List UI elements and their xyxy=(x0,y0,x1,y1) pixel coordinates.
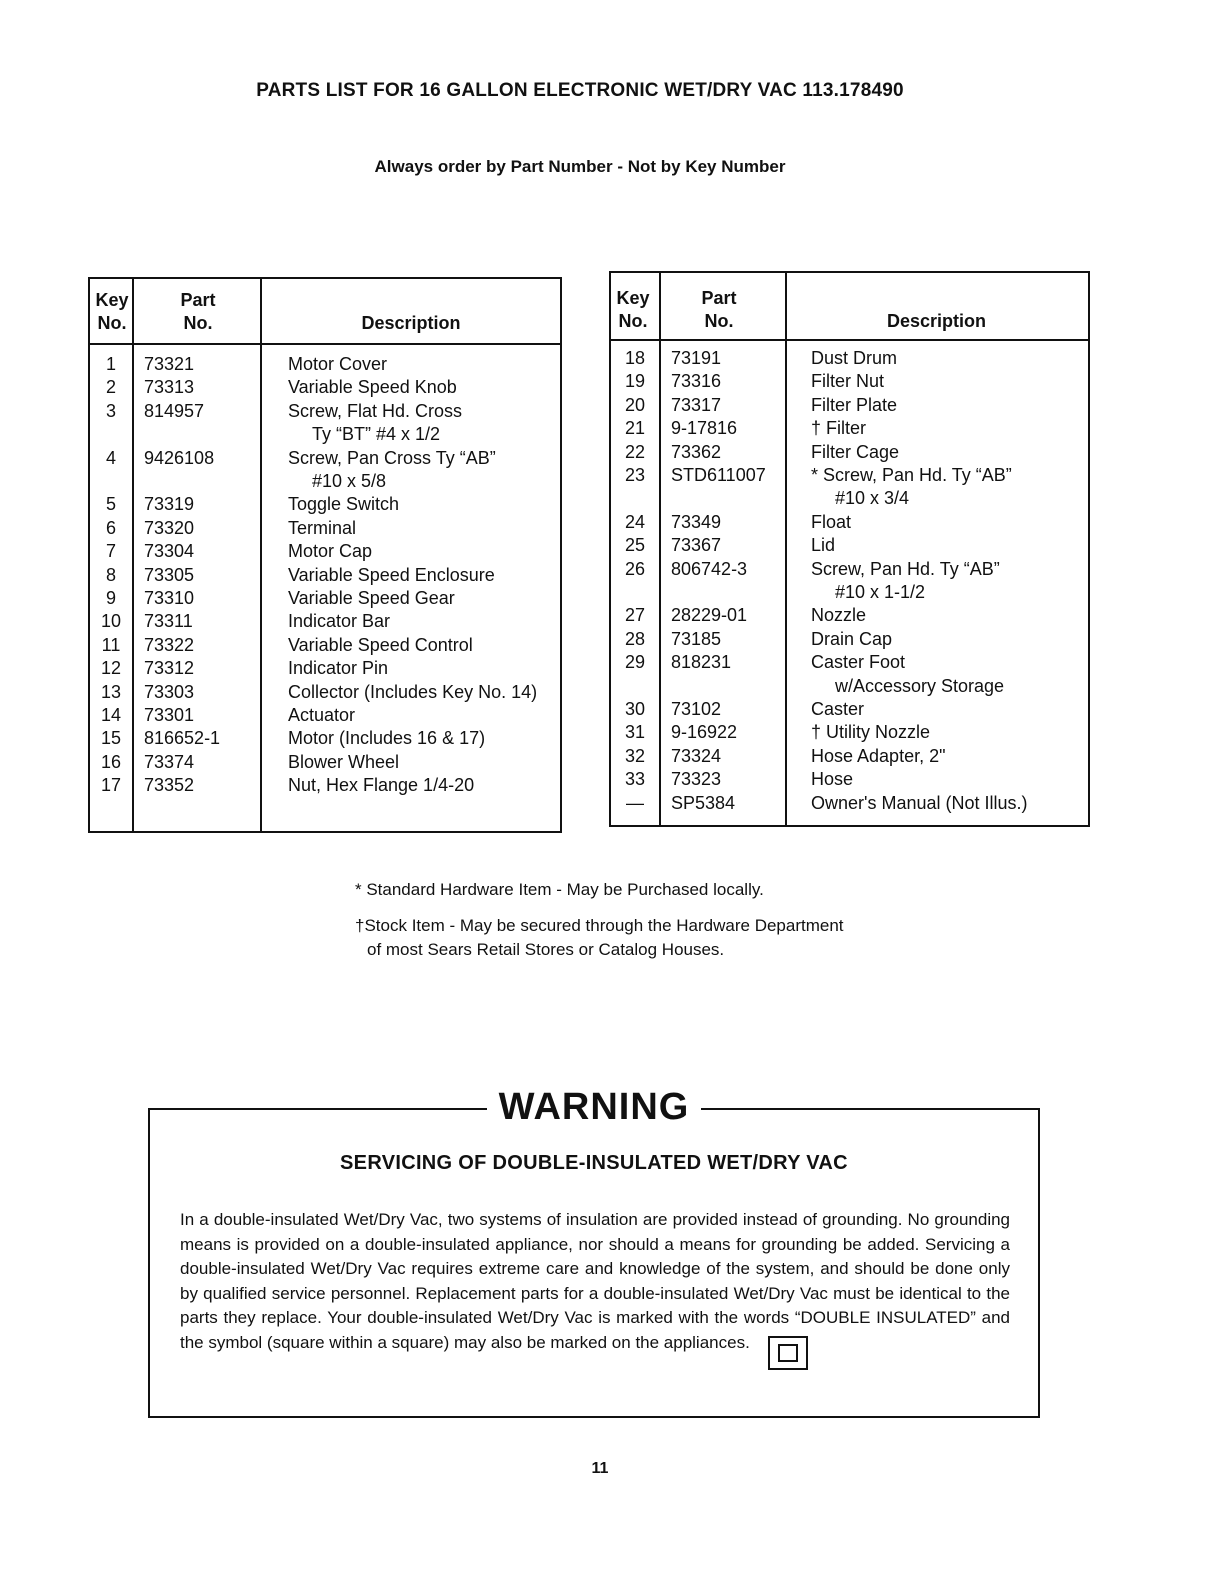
table-row xyxy=(90,657,560,680)
description: Terminal xyxy=(288,517,357,538)
description: Indicator Bar xyxy=(288,611,391,632)
key-no: 28 xyxy=(624,628,646,649)
description: † Utility Nozzle xyxy=(811,722,931,743)
table-row xyxy=(611,628,1088,651)
key-no: 24 xyxy=(624,511,646,532)
description: Hose Adapter, 2" xyxy=(811,745,946,766)
header-part xyxy=(134,289,262,335)
part-no: 73324 xyxy=(671,745,722,766)
description: † Filter xyxy=(811,418,867,439)
stock-item-note: †Stock Item - May be secured through the Hardware Department of most Sears Retail Stores or Catalog Houses. xyxy=(355,916,844,959)
part-no: 9-17816 xyxy=(671,418,738,439)
key-no: 22 xyxy=(624,441,646,462)
part-no: 9426108 xyxy=(144,447,215,468)
part-no: 73374 xyxy=(144,751,195,772)
table-row xyxy=(611,394,1088,417)
table-row xyxy=(611,675,1088,698)
key-no: 18 xyxy=(624,348,646,368)
parts-table-right xyxy=(609,271,1090,827)
description: #10 x 3/4 xyxy=(835,488,910,509)
part-no: STD611007 xyxy=(671,465,766,485)
description: Screw, Flat Hd. Cross xyxy=(288,400,463,421)
table-header xyxy=(611,273,1088,341)
description: Filter Nut xyxy=(811,371,885,392)
key-no: 25 xyxy=(624,535,646,556)
key-no: 9 xyxy=(105,588,116,608)
part-no: 73323 xyxy=(671,769,722,790)
table-row xyxy=(611,581,1088,604)
table-row xyxy=(90,704,560,727)
header-key-line1: Key xyxy=(616,288,650,308)
header-description: Description xyxy=(886,311,987,331)
key-no: — xyxy=(626,792,644,813)
description: Nozzle xyxy=(811,605,867,626)
key-no: 11 xyxy=(101,634,121,655)
part-no: 73319 xyxy=(144,494,195,515)
part-no: 73301 xyxy=(144,705,195,725)
table-row xyxy=(611,651,1088,674)
key-no: 12 xyxy=(100,658,122,679)
part-no: SP5384 xyxy=(671,792,736,813)
table-row xyxy=(90,681,560,704)
part-no: 9-16922 xyxy=(671,722,738,743)
key-no: 19 xyxy=(624,371,646,392)
table-header xyxy=(90,279,560,345)
key-no: 26 xyxy=(624,558,646,579)
key-no: 8 xyxy=(105,564,116,585)
table-row xyxy=(611,370,1088,393)
header-key-line1: Key xyxy=(95,290,129,310)
table-row xyxy=(611,698,1088,721)
part-no: 73311 xyxy=(144,611,193,632)
description: #10 x 1-1/2 xyxy=(835,582,926,602)
header-part xyxy=(655,287,783,333)
warning-heading: WARNING xyxy=(487,1086,702,1128)
part-no: 814957 xyxy=(144,400,205,421)
double-insulated-symbol-icon xyxy=(768,1336,808,1370)
table-row xyxy=(90,774,560,797)
header-key-line2: No. xyxy=(97,313,127,333)
table-row xyxy=(90,540,560,563)
key-no: 29 xyxy=(624,652,646,673)
header-part-line1: Part xyxy=(701,288,737,308)
part-no: 73352 xyxy=(144,775,195,796)
description: Motor Cover xyxy=(288,354,388,374)
part-no: 816652-1 xyxy=(144,728,221,749)
key-no: 1 xyxy=(105,354,116,374)
part-no: 818231 xyxy=(671,652,732,673)
key-no: 15 xyxy=(100,728,122,749)
header-description: Description xyxy=(361,313,461,333)
key-no: 5 xyxy=(105,494,116,515)
table-row xyxy=(611,721,1088,744)
table-row xyxy=(611,792,1088,815)
key-no: 23 xyxy=(624,465,646,485)
key-no: 20 xyxy=(624,394,646,415)
table-row xyxy=(611,745,1088,768)
table-row xyxy=(611,417,1088,440)
description: Caster xyxy=(811,699,865,719)
table-row xyxy=(611,768,1088,791)
header-part-line1: Part xyxy=(180,290,216,310)
part-no: 73321 xyxy=(144,354,195,374)
part-no: 73316 xyxy=(671,371,722,392)
table-row xyxy=(90,751,560,774)
page-subtitle: Always order by Part Number - Not by Key Number xyxy=(374,157,786,176)
description: Hose xyxy=(811,769,854,790)
header-key-line2: No. xyxy=(618,311,648,331)
part-no: 73349 xyxy=(671,511,722,532)
table-row xyxy=(611,558,1088,581)
table-row xyxy=(611,347,1088,370)
description: Toggle Switch xyxy=(288,494,400,515)
description: Ty “BT” #4 x 1/2 xyxy=(312,424,441,445)
description: Nut, Hex Flange 1/4-20 xyxy=(288,775,475,796)
part-no: 73303 xyxy=(144,681,195,702)
part-no: 73191 xyxy=(671,348,722,368)
table-row xyxy=(90,470,560,493)
description: Filter Plate xyxy=(811,394,898,415)
table-row xyxy=(90,727,560,750)
description: Motor (Includes 16 & 17) xyxy=(288,728,486,749)
standard-hardware-note: * Standard Hardware Item - May be Purchased locally. xyxy=(355,880,764,899)
part-no: 28229-01 xyxy=(671,605,748,626)
description: Variable Speed Enclosure xyxy=(288,564,495,585)
table-row xyxy=(611,604,1088,627)
warning-subtitle: SERVICING OF DOUBLE-INSULATED WET/DRY VAC xyxy=(340,1152,848,1174)
description: Filter Cage xyxy=(811,441,900,462)
page-title: PARTS LIST FOR 16 GALLON ELECTRONIC WET/DRY VAC 113.178490 xyxy=(256,80,904,101)
description: Float xyxy=(811,511,852,532)
key-no: 3 xyxy=(105,400,116,421)
description: #10 x 5/8 xyxy=(312,471,387,491)
table-row xyxy=(611,511,1088,534)
part-no: 73312 xyxy=(144,658,195,679)
table-row xyxy=(90,423,560,446)
key-no: 31 xyxy=(624,722,646,743)
table-row xyxy=(611,464,1088,487)
part-no: 73102 xyxy=(671,699,722,719)
table-row xyxy=(90,610,560,633)
table-row xyxy=(90,517,560,540)
table-row xyxy=(611,441,1088,464)
part-no: 73362 xyxy=(671,441,722,462)
warning-label xyxy=(150,1086,1038,1129)
header-part-line2: No. xyxy=(183,313,213,333)
part-no: 73320 xyxy=(144,517,195,538)
description: Blower Wheel xyxy=(288,751,400,772)
parts-table-left xyxy=(88,277,562,833)
key-no: 14 xyxy=(100,705,122,725)
part-no: 73317 xyxy=(671,394,722,415)
key-no: 7 xyxy=(105,541,116,562)
part-no: 806742-3 xyxy=(671,558,748,579)
table-row xyxy=(90,376,560,399)
table-row xyxy=(611,534,1088,557)
key-no: 13 xyxy=(100,681,122,702)
description: Screw, Pan Cross Ty “AB” xyxy=(288,447,496,468)
part-no: 73305 xyxy=(144,564,195,585)
table-row xyxy=(90,634,560,657)
key-no: 33 xyxy=(624,769,646,790)
description: Drain Cap xyxy=(811,628,893,649)
description: Variable Speed Control xyxy=(288,634,473,655)
table-row xyxy=(90,564,560,587)
description: Caster Foot xyxy=(811,652,906,673)
warning-body-text: In a double-insulated Wet/Dry Vac, two systems of insulation are provided instead of grounding. No grounding means is provided on a double-insulated appliance, nor should a means for grounding be added. Servicing a double-insulated Wet/Dry Vac requires extreme care and knowledge of the system, and should be done only by qualified service personnel. Replacement parts for a double-insulated Wet/Dry Vac must be identical to the parts they replace. Your double-insulated Wet/Dry Vac is marked with the words “DOUBLE INSULATED” and the symbol (square within a square) may also be marked on the appliances. xyxy=(180,1210,1010,1352)
page-number: 11 xyxy=(591,1460,609,1477)
table-row xyxy=(90,400,560,423)
key-no: 16 xyxy=(100,751,122,772)
key-no: 6 xyxy=(105,517,116,538)
description: Dust Drum xyxy=(811,348,898,368)
part-no: 73310 xyxy=(144,588,195,608)
part-no: 73304 xyxy=(144,541,195,562)
part-no: 73367 xyxy=(671,535,722,556)
key-no: 2 xyxy=(105,377,116,398)
table-row xyxy=(90,353,560,376)
part-no: 73313 xyxy=(144,377,195,398)
description: Owner's Manual (Not Illus.) xyxy=(811,792,1028,813)
table-row xyxy=(611,487,1088,510)
description: Motor Cap xyxy=(288,541,373,562)
description: w/Accessory Storage xyxy=(835,675,1005,696)
description: Variable Speed Gear xyxy=(288,588,455,608)
description: Lid xyxy=(811,535,836,556)
key-no: 21 xyxy=(624,418,646,439)
description: Collector (Includes Key No. 14) xyxy=(288,681,538,702)
description: * Screw, Pan Hd. Ty “AB” xyxy=(811,465,1012,485)
header-key xyxy=(90,289,134,335)
warning-body xyxy=(180,1208,1010,1370)
table-row xyxy=(90,587,560,610)
key-no: 32 xyxy=(624,745,646,766)
warning-box xyxy=(148,1086,1040,1418)
description: Variable Speed Knob xyxy=(288,377,457,398)
table-row xyxy=(90,447,560,470)
key-no: 4 xyxy=(105,447,116,468)
header-part-line2: No. xyxy=(704,311,734,331)
description: Actuator xyxy=(288,705,356,725)
table-row xyxy=(90,493,560,516)
description: Indicator Pin xyxy=(288,658,389,679)
part-no: 73322 xyxy=(144,634,195,655)
key-no: 10 xyxy=(100,611,122,632)
key-no: 30 xyxy=(624,699,646,719)
key-no: 17 xyxy=(100,775,122,796)
key-no: 27 xyxy=(624,605,646,626)
header-key xyxy=(611,287,655,333)
part-no: 73185 xyxy=(671,628,722,649)
description: Screw, Pan Hd. Ty “AB” xyxy=(811,558,1000,579)
footnotes xyxy=(355,878,855,974)
